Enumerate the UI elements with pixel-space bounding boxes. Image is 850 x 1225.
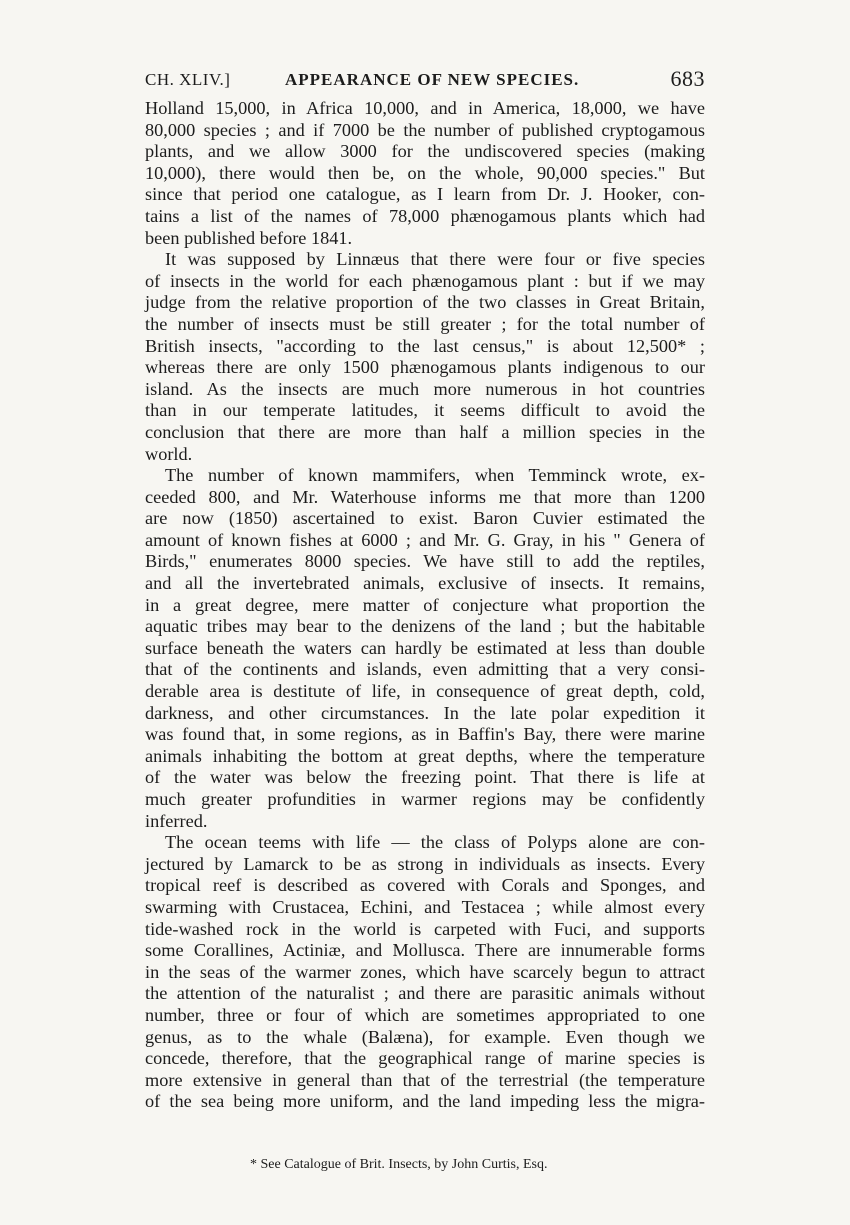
text-line: amount of known fishes at 6000 ; and Mr. G. Gray, in his " Genera of bbox=[145, 529, 705, 550]
body-text bbox=[145, 98, 705, 1113]
text-line: island. As the insects are much more numerous in hot countries bbox=[145, 378, 705, 399]
text-line: tains a list of the names of 78,000 phænogamous plants which had bbox=[145, 205, 705, 226]
text-line: that of the continents and islands, even admitting that a very consi- bbox=[145, 659, 705, 680]
text-line: in a great degree, mere matter of conjecture what proportion the bbox=[145, 594, 705, 615]
text-line: and all the invertebrated animals, exclusive of insects. It remains, bbox=[145, 573, 705, 594]
text-line: The number of known mammifers, when Temminck wrote, ex- bbox=[165, 465, 705, 486]
text-line: number, three or four of which are sometimes appropriated to one bbox=[145, 1004, 705, 1025]
text-line: some Corallines, Actiniæ, and Mollusca. There are innumerable forms bbox=[145, 940, 705, 961]
text-line: of insects in the world for each phænogamous plant : but if we may bbox=[145, 270, 705, 291]
page-number: 683 bbox=[670, 66, 705, 91]
text-line: genus, as to the whale (Balæna), for example. Even though we bbox=[145, 1026, 705, 1047]
text-line: The ocean teems with life — the class of Polyps alone are con- bbox=[165, 832, 705, 853]
text-line: the number of insects must be still greater ; for the total number of bbox=[145, 313, 705, 334]
text-line: plants, and we allow 3000 for the undiscovered species (making bbox=[145, 141, 705, 162]
text-line: whereas there are only 1500 phænogamous plants indigenous to our bbox=[145, 357, 705, 378]
running-title: APPEARANCE OF NEW SPECIES. bbox=[285, 70, 580, 89]
text-line: jectured by Lamarck to be as strong in individuals as insects. Every bbox=[145, 853, 705, 874]
text-line: was found that, in some regions, as in Baffin's Bay, there were marine bbox=[145, 724, 705, 745]
text-line: darkness, and other circumstances. In the late polar expedition it bbox=[145, 702, 705, 723]
footnote: * See Catalogue of Brit. Insects, by John Curtis, Esq. bbox=[250, 1157, 548, 1172]
text-line: tide-washed rock in the world is carpeted with Fuci, and supports bbox=[145, 918, 705, 939]
text-line: since that period one catalogue, as I learn from Dr. J. Hooker, con- bbox=[145, 184, 705, 205]
text-line: 80,000 species ; and if 7000 be the number of published cryptogamous bbox=[145, 119, 705, 140]
text-line: more extensive in general than that of the terrestrial (the temperature bbox=[145, 1069, 705, 1090]
text-line: tropical reef is described as covered with Corals and Sponges, and bbox=[145, 875, 705, 896]
text-line: It was supposed by Linnæus that there were four or five species bbox=[165, 249, 705, 270]
text-line: ceeded 800, and Mr. Waterhouse informs me that more than 1200 bbox=[145, 486, 705, 507]
text-line: are now (1850) ascertained to exist. Baron Cuvier estimated the bbox=[145, 508, 705, 529]
text-line: Birds," enumerates 8000 species. We have still to add the reptiles, bbox=[145, 551, 705, 572]
text-line: animals inhabiting the bottom at great depths, where the temperature bbox=[145, 745, 705, 766]
text-line: 10,000), there would then be, on the whole, 90,000 species." But bbox=[145, 162, 705, 183]
text-line: surface beneath the waters can hardly be estimated at less than double bbox=[145, 637, 705, 658]
text-line: Holland 15,000, in Africa 10,000, and in America, 18,000, we have bbox=[145, 98, 705, 118]
chapter-label: CH. XLIV.] bbox=[145, 70, 231, 89]
text-line: concede, therefore, that the geographical range of marine species is bbox=[145, 1048, 705, 1069]
text-line: much greater profundities in warmer regions may be confidently bbox=[145, 789, 705, 809]
text-line: than in our temperate latitudes, it seems difficult to avoid the bbox=[145, 400, 705, 421]
text-line: inferred. bbox=[145, 810, 208, 831]
text-line: world. bbox=[145, 443, 193, 464]
text-line: conclusion that there are more than half a million species in the bbox=[145, 421, 705, 442]
text-line: in the seas of the warmer zones, which have scarcely begun to attract bbox=[145, 961, 705, 982]
text-line: judge from the relative proportion of the two classes in Great Britain, bbox=[145, 292, 705, 313]
text-line: British insects, "according to the last census," is about 12,500* ; bbox=[145, 335, 705, 356]
text-line: derable area is destitute of life, in consequence of great depth, cold, bbox=[145, 681, 705, 702]
text-line: of the water was below the freezing point. That there is life at bbox=[145, 767, 705, 788]
text-line: been published before 1841. bbox=[145, 227, 353, 248]
text-line: aquatic tribes may bear to the denizens of the land ; but the habitable bbox=[145, 616, 705, 637]
text-line: of the sea being more uniform, and the land impeding less the migra- bbox=[145, 1091, 705, 1112]
text-line: the attention of the naturalist ; and there are parasitic animals without bbox=[145, 983, 705, 1004]
running-header bbox=[145, 66, 705, 94]
text-line: swarming with Crustacea, Echini, and Testacea ; while almost every bbox=[145, 896, 705, 917]
